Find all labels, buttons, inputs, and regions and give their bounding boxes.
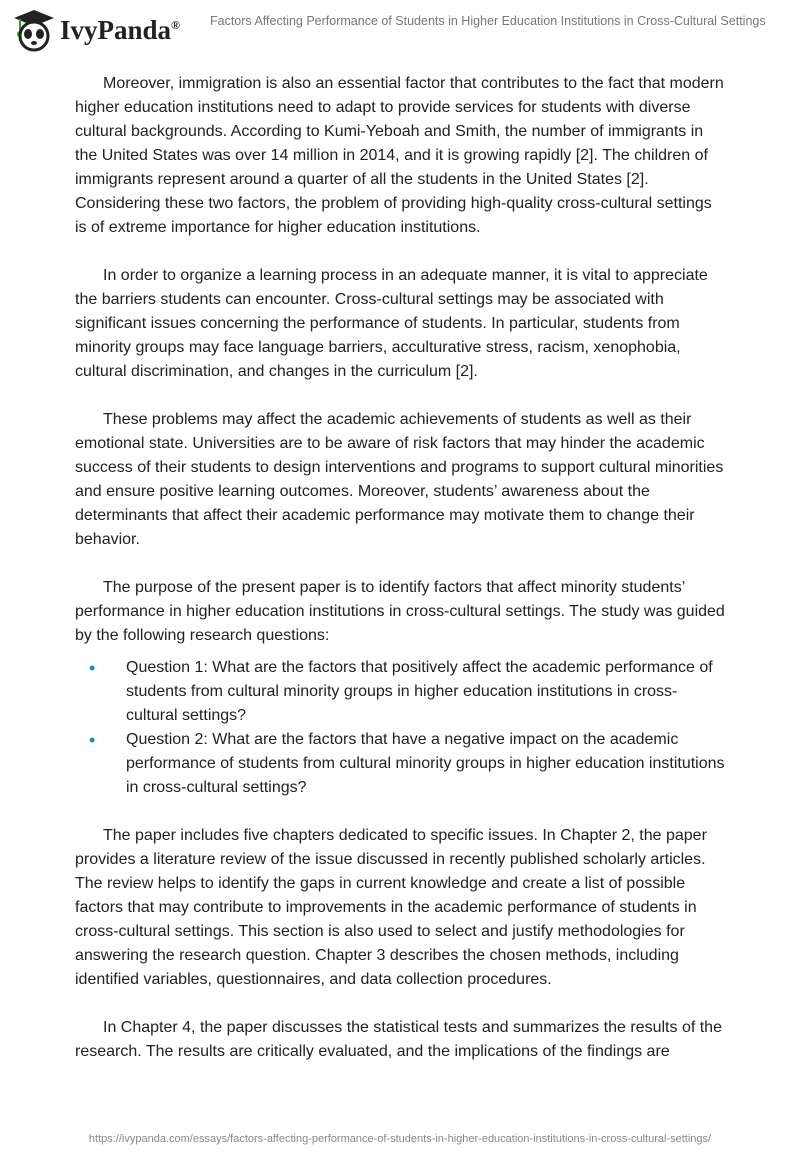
list-item — [75, 728, 727, 800]
question-text: Question 2: What are the factors that have a negative impact on the academic performance of students from cultural minority groups in higher education institutions in cross-cultural settings? — [126, 731, 725, 796]
bullet-icon: • — [89, 730, 96, 750]
document-title: Factors Affecting Performance of Students in Higher Education Institutions in Cross-Cultural Settings — [210, 14, 766, 28]
paragraph: The paper includes five chapters dedicated to specific issues. In Chapter 2, the paper provides a literature review of the issue discussed in recently published scholarly articles. The review helps to identify the gaps in current knowledge and create a list of possible factors that may contribute to improvements in the academic performance of students in cross-cultural settings. This section is also used to select and justify methodologies for answering the research question. Chapter 3 describes the chosen methods, including identified variables, questionnaires, and data collection procedures. — [75, 827, 707, 988]
paragraph: Moreover, immigration is also an essential factor that contributes to the fact that modern higher education institutions need to adapt to provide services for students with diverse cultural backgrounds. According to Kumi-Yeboah and Smith, the number of immigrants in the United States was over 14 million in 2014, and it is growing rapidly [2]. The children of immigrants represent around a quarter of all the students in the United States [2]. Considering these two factors, the problem of providing high-quality cross-cultural settings is of extreme importance for higher education institutions. — [75, 75, 724, 236]
list-item — [75, 656, 727, 728]
research-questions-list — [75, 656, 727, 800]
paragraph: The purpose of the present paper is to identify factors that affect minority students’ performance in higher education institutions in cross-cultural settings. The study was guided by the following research questions: — [75, 579, 725, 644]
registered-mark: ® — [171, 17, 181, 32]
paragraph: In Chapter 4, the paper discusses the statistical tests and summarizes the results of the research. The results are critically evaluated, and the implications of the findings are — [75, 1019, 722, 1060]
logo-text: IvyPanda — [60, 14, 172, 45]
paragraph: These problems may affect the academic achievements of students as well as their emotional state. Universities are to be aware of risk factors that may hinder the academic success of their students to design interventions and programs to support cultural minorities and ensure positive learning outcomes. Moreover, students’ awareness about the determinants that affect their academic performance may motivate them to change their behavior. — [75, 411, 724, 548]
footer-url[interactable]: https://ivypanda.com/essays/factors-affecting-performance-of-students-in-higher-education-institutions-in-cross-cultural-settings/ — [88, 1133, 712, 1145]
panda-graduate-icon — [12, 8, 56, 52]
ivypanda-logo[interactable] — [12, 8, 180, 52]
document-body — [75, 72, 727, 1088]
paragraph: In order to organize a learning process in an adequate manner, it is vital to appreciate the barriers students can encounter. Cross-cultural settings may be associated with significant issues concerning the performance of students. In particular, students from minority groups may face language barriers, acculturative stress, racism, xenophobia, cultural discrimination, and changes in the curriculum [2]. — [75, 267, 708, 380]
question-text: Question 1: What are the factors that positively affect the academic performance of students from cultural minority groups in higher education institutions in cross-cultural settings? — [126, 659, 713, 724]
bullet-icon: • — [89, 658, 96, 678]
